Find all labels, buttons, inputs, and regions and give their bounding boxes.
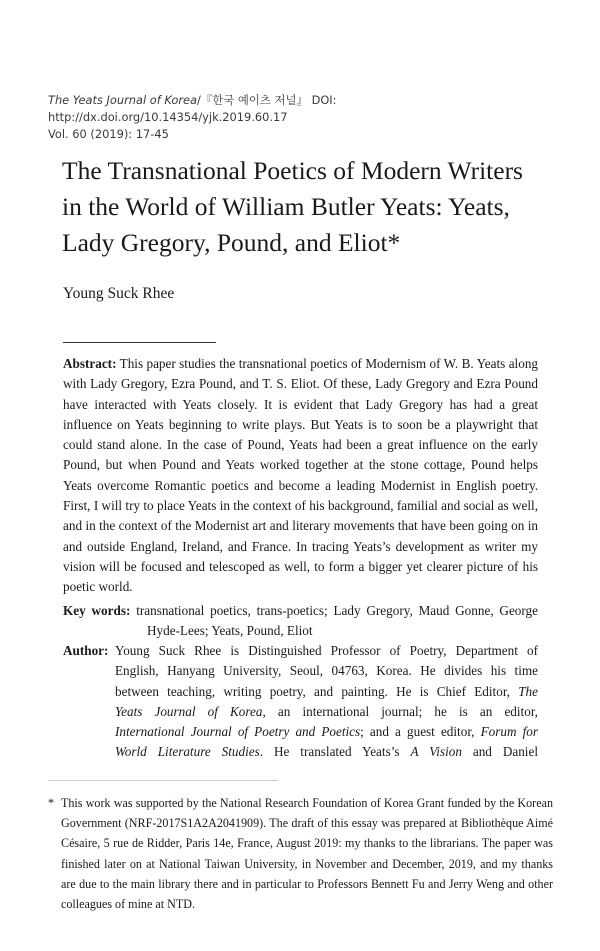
bio-line-3-em: The [518,683,538,699]
bio-line-4-em: Yeats Journal of Korea [115,703,263,719]
author-bio [63,641,538,763]
bio-line-6-em: World Literature Studies [115,744,260,760]
author-name: Young Suck Rhee [63,285,175,302]
bio-line-2: English, Hanyang University, Seoul, 04763, Korea. He divides his time [115,663,538,679]
running-head [48,92,568,143]
title-line-1: The Transnational Poetics of Modern Writers [62,156,523,185]
abstract [63,354,538,598]
bio-line-4-text: , an international journal; he is an editor, [262,703,538,719]
abstract-label: Abstract: [63,356,117,371]
author-bio-label: Author: [63,643,109,658]
doi-link[interactable]: DOI: http://dx.doi.org/10.14354/yjk.2019.60.17 [48,93,337,124]
title-divider [63,342,216,343]
footnote-text: This work was supported by the National Research Foundation of Korea Grant funded by the Korean Government (NRF-2017S1A2A2041909). The draft of this essay was prepared at Bibliothèque Aimé Césaire, 5 rue de Ridder, Paris 14e, France, August 2019: my thanks to the librarians. The paper was finished later on at National Taiwan University, in November and December, 2019, and my thanks are due to the main library there and in particular to Professors Bennett Fu and Jerry Weng and other colleagues of mine at NTD. [61,796,553,912]
title-line-3: Lady Gregory, Pound, and Eliot* [62,228,401,257]
footnote-divider [48,780,278,781]
author-bio-text [115,641,538,763]
journal-name-korean: /『한국 예이츠 저널』 [197,93,308,107]
bio-line-6 [115,742,538,762]
keywords-text-2: Hyde-Lees; Yeats, Pound, Eliot [147,623,313,639]
bio-line-4 [115,702,538,722]
running-head-line1 [48,92,568,126]
keywords-label: Key words: [63,603,131,618]
bio-line-6-text: . He translated Yeats’s [259,744,400,760]
keywords-text-1: transnational poetics, trans-poetics; Lady Gregory, Maud Gonne, George [136,603,539,618]
bio-line-1: Young Suck Rhee is Distinguished Professor of Poetry, Department of [115,643,538,658]
bio-line-6-end: and Daniel [472,744,538,760]
footnote [48,793,553,914]
footnote-mark: * [48,796,55,810]
bio-line-6-em2: A Vision [410,744,462,760]
bio-line-5-text: ; and a guest editor, [360,724,475,740]
paper-title [62,153,562,261]
journal-name: The Yeats Journal of Korea [48,93,198,107]
volume-info: Vol. 60 (2019): 17-45 [48,127,169,141]
bio-line-5-em2: Forum for [480,724,538,740]
bio-line-5-em: International Journal of Poetry and Poetics [115,724,361,740]
bio-line-3-text: between teaching, writing poetry, and painting. He is Chief Editor, [115,683,510,699]
title-line-2: in the World of William Butler Yeats: Yeats, [62,192,510,221]
bio-line-5 [115,722,538,742]
keywords-line-1 [63,601,538,621]
keywords [63,601,538,642]
abstract-text: This paper studies the transnational poetics of Modernism of W. B. Yeats along with Lady Gregory, Ezra Pound, and T. S. Eliot. Of these, Lady Gregory and Ezra Pound have interacted with Yeats closely. It is evident that Lady Gregory has had a great influence on Yeats beginning to write plays. But Yeats is to soon be a playwright that could stand alone. In the case of Pound, Yeats had been a great influence on the early Pound, but when Pound and Yeats worked together at the stone cottage, Pound helps Yeats overcome Romantic poetics and become a leading Modernist in English poetry. First, I will try to place Yeats in the context of his background, familial and social as well, and in the context of the Modernist art and literary movements that have been going on in and outside England, Ireland, and France. In tracing Yeats’s development as writer my vision will be focused and telescoped as well, to form a bigger yet clearer picture of his poetic world. [63,356,539,595]
bio-line-3 [115,682,538,702]
